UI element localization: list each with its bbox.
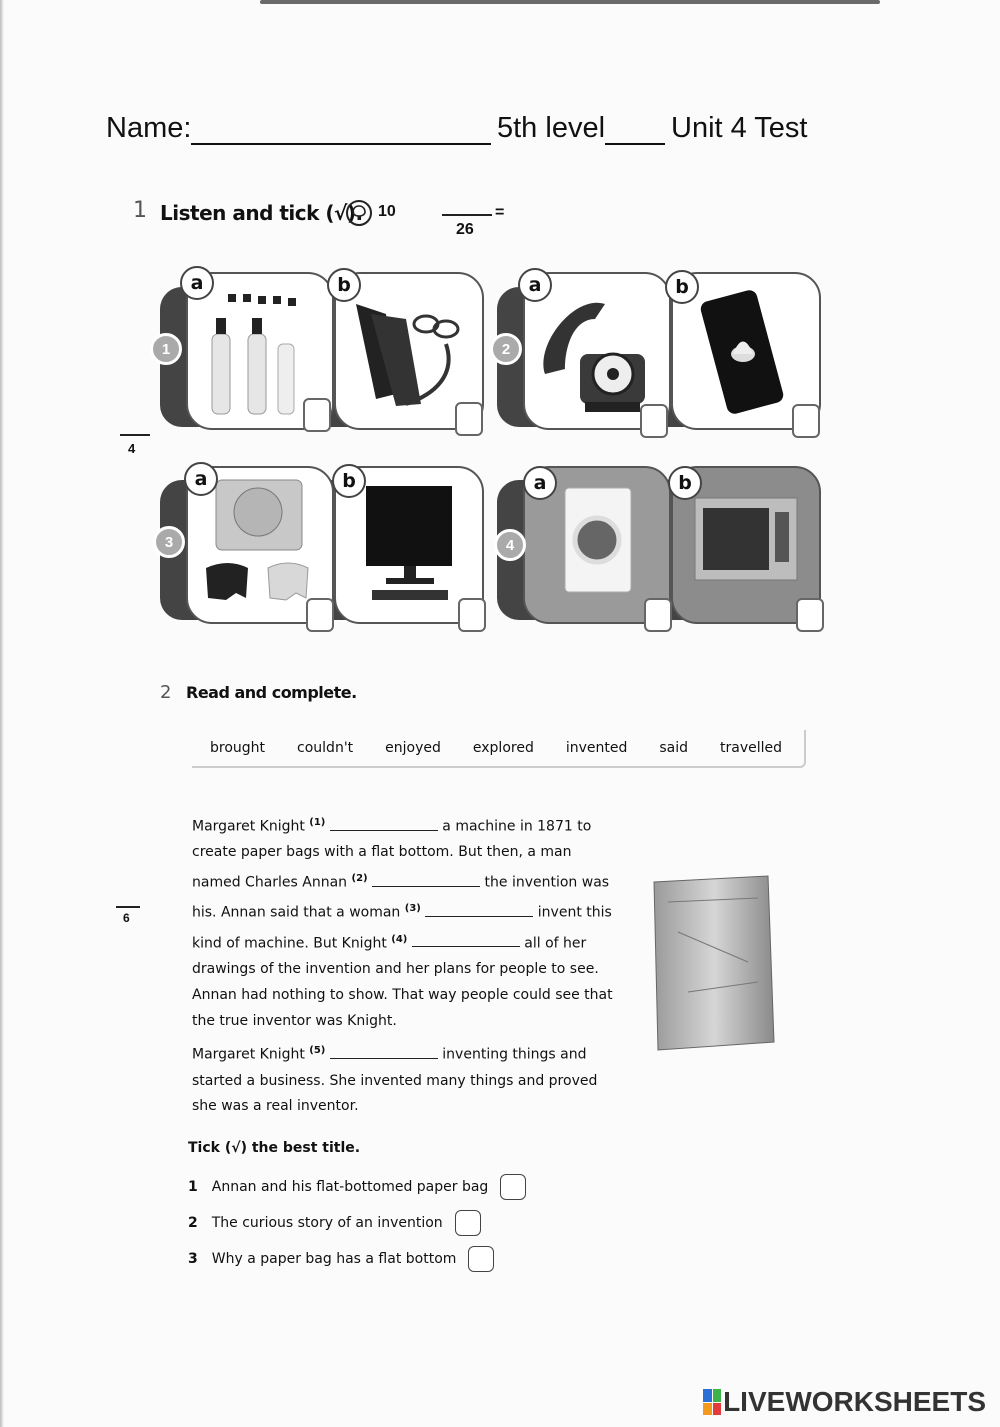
word-couldnt: couldn't bbox=[297, 740, 354, 756]
word-brought: brought bbox=[210, 740, 266, 756]
subscore-line-2 bbox=[116, 906, 140, 908]
q4-a-letter: a bbox=[523, 466, 557, 500]
text-line: Margaret Knight bbox=[192, 1046, 305, 1063]
exercise-2-number: 2 bbox=[160, 682, 172, 703]
text-line: all of her bbox=[524, 935, 587, 952]
word-invented: invented bbox=[565, 740, 628, 756]
blank-3-input[interactable] bbox=[425, 902, 533, 917]
q3-b-tickbox[interactable] bbox=[458, 598, 486, 632]
text-line: invent this bbox=[537, 905, 612, 922]
paper-bag-image bbox=[648, 872, 780, 1052]
word-enjoyed: enjoyed bbox=[385, 740, 441, 756]
logo-square-orange bbox=[703, 1403, 712, 1416]
q2-b-letter: b bbox=[665, 270, 699, 304]
q2-a-letter: a bbox=[518, 268, 552, 302]
text-line: Margaret Knight bbox=[192, 818, 305, 835]
liveworksheets-text: LIVEWORKSHEETS bbox=[723, 1386, 986, 1417]
word-explored: explored bbox=[472, 740, 534, 756]
audio-track-number: 10 bbox=[378, 203, 396, 220]
exercise-2-instruction: Read and complete. bbox=[186, 683, 357, 702]
test-title: Unit 4 Test bbox=[671, 112, 808, 144]
q4-b-letter: b bbox=[668, 466, 702, 500]
text-line: a machine in 1871 to bbox=[442, 818, 592, 835]
q1-b-letter: b bbox=[327, 268, 361, 302]
q4-number: 4 bbox=[494, 529, 526, 561]
q1-number: 1 bbox=[150, 333, 182, 365]
exercise-1-instruction: Listen and tick (√). bbox=[160, 201, 363, 225]
liveworksheets-logo[interactable] bbox=[703, 1386, 986, 1418]
q2-a-tickbox[interactable] bbox=[640, 404, 668, 438]
q3-a-tickbox[interactable] bbox=[306, 598, 334, 632]
section2-subscore: 6 bbox=[123, 911, 130, 925]
total-score: 26 bbox=[456, 221, 474, 238]
blank-5-input[interactable] bbox=[330, 1044, 438, 1059]
section1-subscore: 4 bbox=[128, 441, 136, 456]
tick-title-instruction: Tick (√) the best title. bbox=[188, 1140, 361, 1156]
text-line: the invention was bbox=[484, 874, 610, 891]
name-field bbox=[106, 112, 491, 145]
level-input-line[interactable] bbox=[605, 115, 665, 145]
blank-4-input[interactable] bbox=[412, 932, 520, 947]
subscore-line-1 bbox=[120, 434, 150, 436]
option-3-text: Why a paper bag has a flat bottom bbox=[211, 1251, 457, 1267]
logo-square-blue bbox=[703, 1389, 712, 1402]
q4-a-tickbox[interactable] bbox=[644, 598, 672, 632]
option-2-number: 2 bbox=[188, 1215, 198, 1231]
option-3-checkbox[interactable] bbox=[468, 1246, 494, 1272]
word-travelled: travelled bbox=[720, 740, 783, 756]
exercise-1-number: 1 bbox=[133, 198, 147, 223]
scan-top-edge bbox=[260, 0, 880, 4]
text-line: drawings of the invention and her plans for people to see. bbox=[192, 961, 599, 978]
logo-square-green bbox=[713, 1389, 722, 1402]
title-option-2 bbox=[188, 1210, 481, 1236]
blank-1-input[interactable] bbox=[330, 816, 438, 831]
q3-a-letter: a bbox=[184, 462, 218, 496]
blank-4-number: (4) bbox=[391, 933, 408, 945]
score-line bbox=[442, 214, 492, 216]
blank-3-number: (3) bbox=[404, 903, 421, 915]
paper-bag-icon bbox=[648, 872, 780, 1052]
q1-a-tickbox[interactable] bbox=[303, 398, 331, 432]
blank-1-number: (1) bbox=[309, 817, 326, 828]
text-line: create paper bags with a flat bottom. But then, a man bbox=[192, 844, 572, 861]
q1-b-tickbox[interactable] bbox=[455, 402, 483, 436]
word-bank bbox=[192, 730, 806, 768]
q3-number: 3 bbox=[153, 526, 185, 558]
text-line: she was a real inventor. bbox=[192, 1098, 359, 1115]
option-1-checkbox[interactable] bbox=[500, 1174, 526, 1200]
word-said: said bbox=[659, 740, 689, 756]
text-line: named Charles Annan bbox=[192, 874, 348, 891]
blank-2-input[interactable] bbox=[372, 872, 480, 887]
text-line: his. Annan said that a woman bbox=[192, 905, 401, 922]
name-label: Name: bbox=[106, 112, 192, 144]
q2-b-tickbox[interactable] bbox=[792, 404, 820, 438]
reading-passage bbox=[192, 810, 632, 1120]
name-input-line[interactable] bbox=[191, 115, 491, 145]
option-3-number: 3 bbox=[188, 1251, 198, 1267]
text-line: inventing things and bbox=[442, 1046, 587, 1063]
text-line: kind of machine. But Knight bbox=[192, 935, 387, 952]
q4-b-tickbox[interactable] bbox=[796, 598, 824, 632]
scan-left-edge bbox=[0, 0, 4, 1427]
text-line: the true inventor was Knight. bbox=[192, 1012, 397, 1029]
text-line: started a business. She invented many things and proved bbox=[192, 1072, 598, 1089]
option-2-text: The curious story of an invention bbox=[211, 1215, 443, 1231]
q3-b-letter: b bbox=[332, 464, 366, 498]
q1-a-letter: a bbox=[180, 266, 214, 300]
title-option-3 bbox=[188, 1246, 494, 1272]
blank-5-number: (5) bbox=[309, 1045, 326, 1057]
q2-number: 2 bbox=[490, 333, 522, 365]
equals-sign: = bbox=[495, 204, 505, 221]
option-2-checkbox[interactable] bbox=[455, 1210, 481, 1236]
title-option-1 bbox=[188, 1174, 526, 1200]
level-label: 5th level bbox=[497, 112, 606, 144]
option-1-text: Annan and his flat-bottomed paper bag bbox=[211, 1179, 489, 1195]
text-line: Annan had nothing to show. That way people could see that bbox=[192, 986, 613, 1003]
logo-square-red bbox=[713, 1403, 722, 1416]
level-field bbox=[497, 112, 665, 145]
audio-icon[interactable] bbox=[346, 200, 372, 226]
liveworksheets-logo-icon bbox=[703, 1389, 721, 1415]
blank-2-number: (2) bbox=[351, 873, 368, 885]
option-1-number: 1 bbox=[188, 1179, 198, 1195]
